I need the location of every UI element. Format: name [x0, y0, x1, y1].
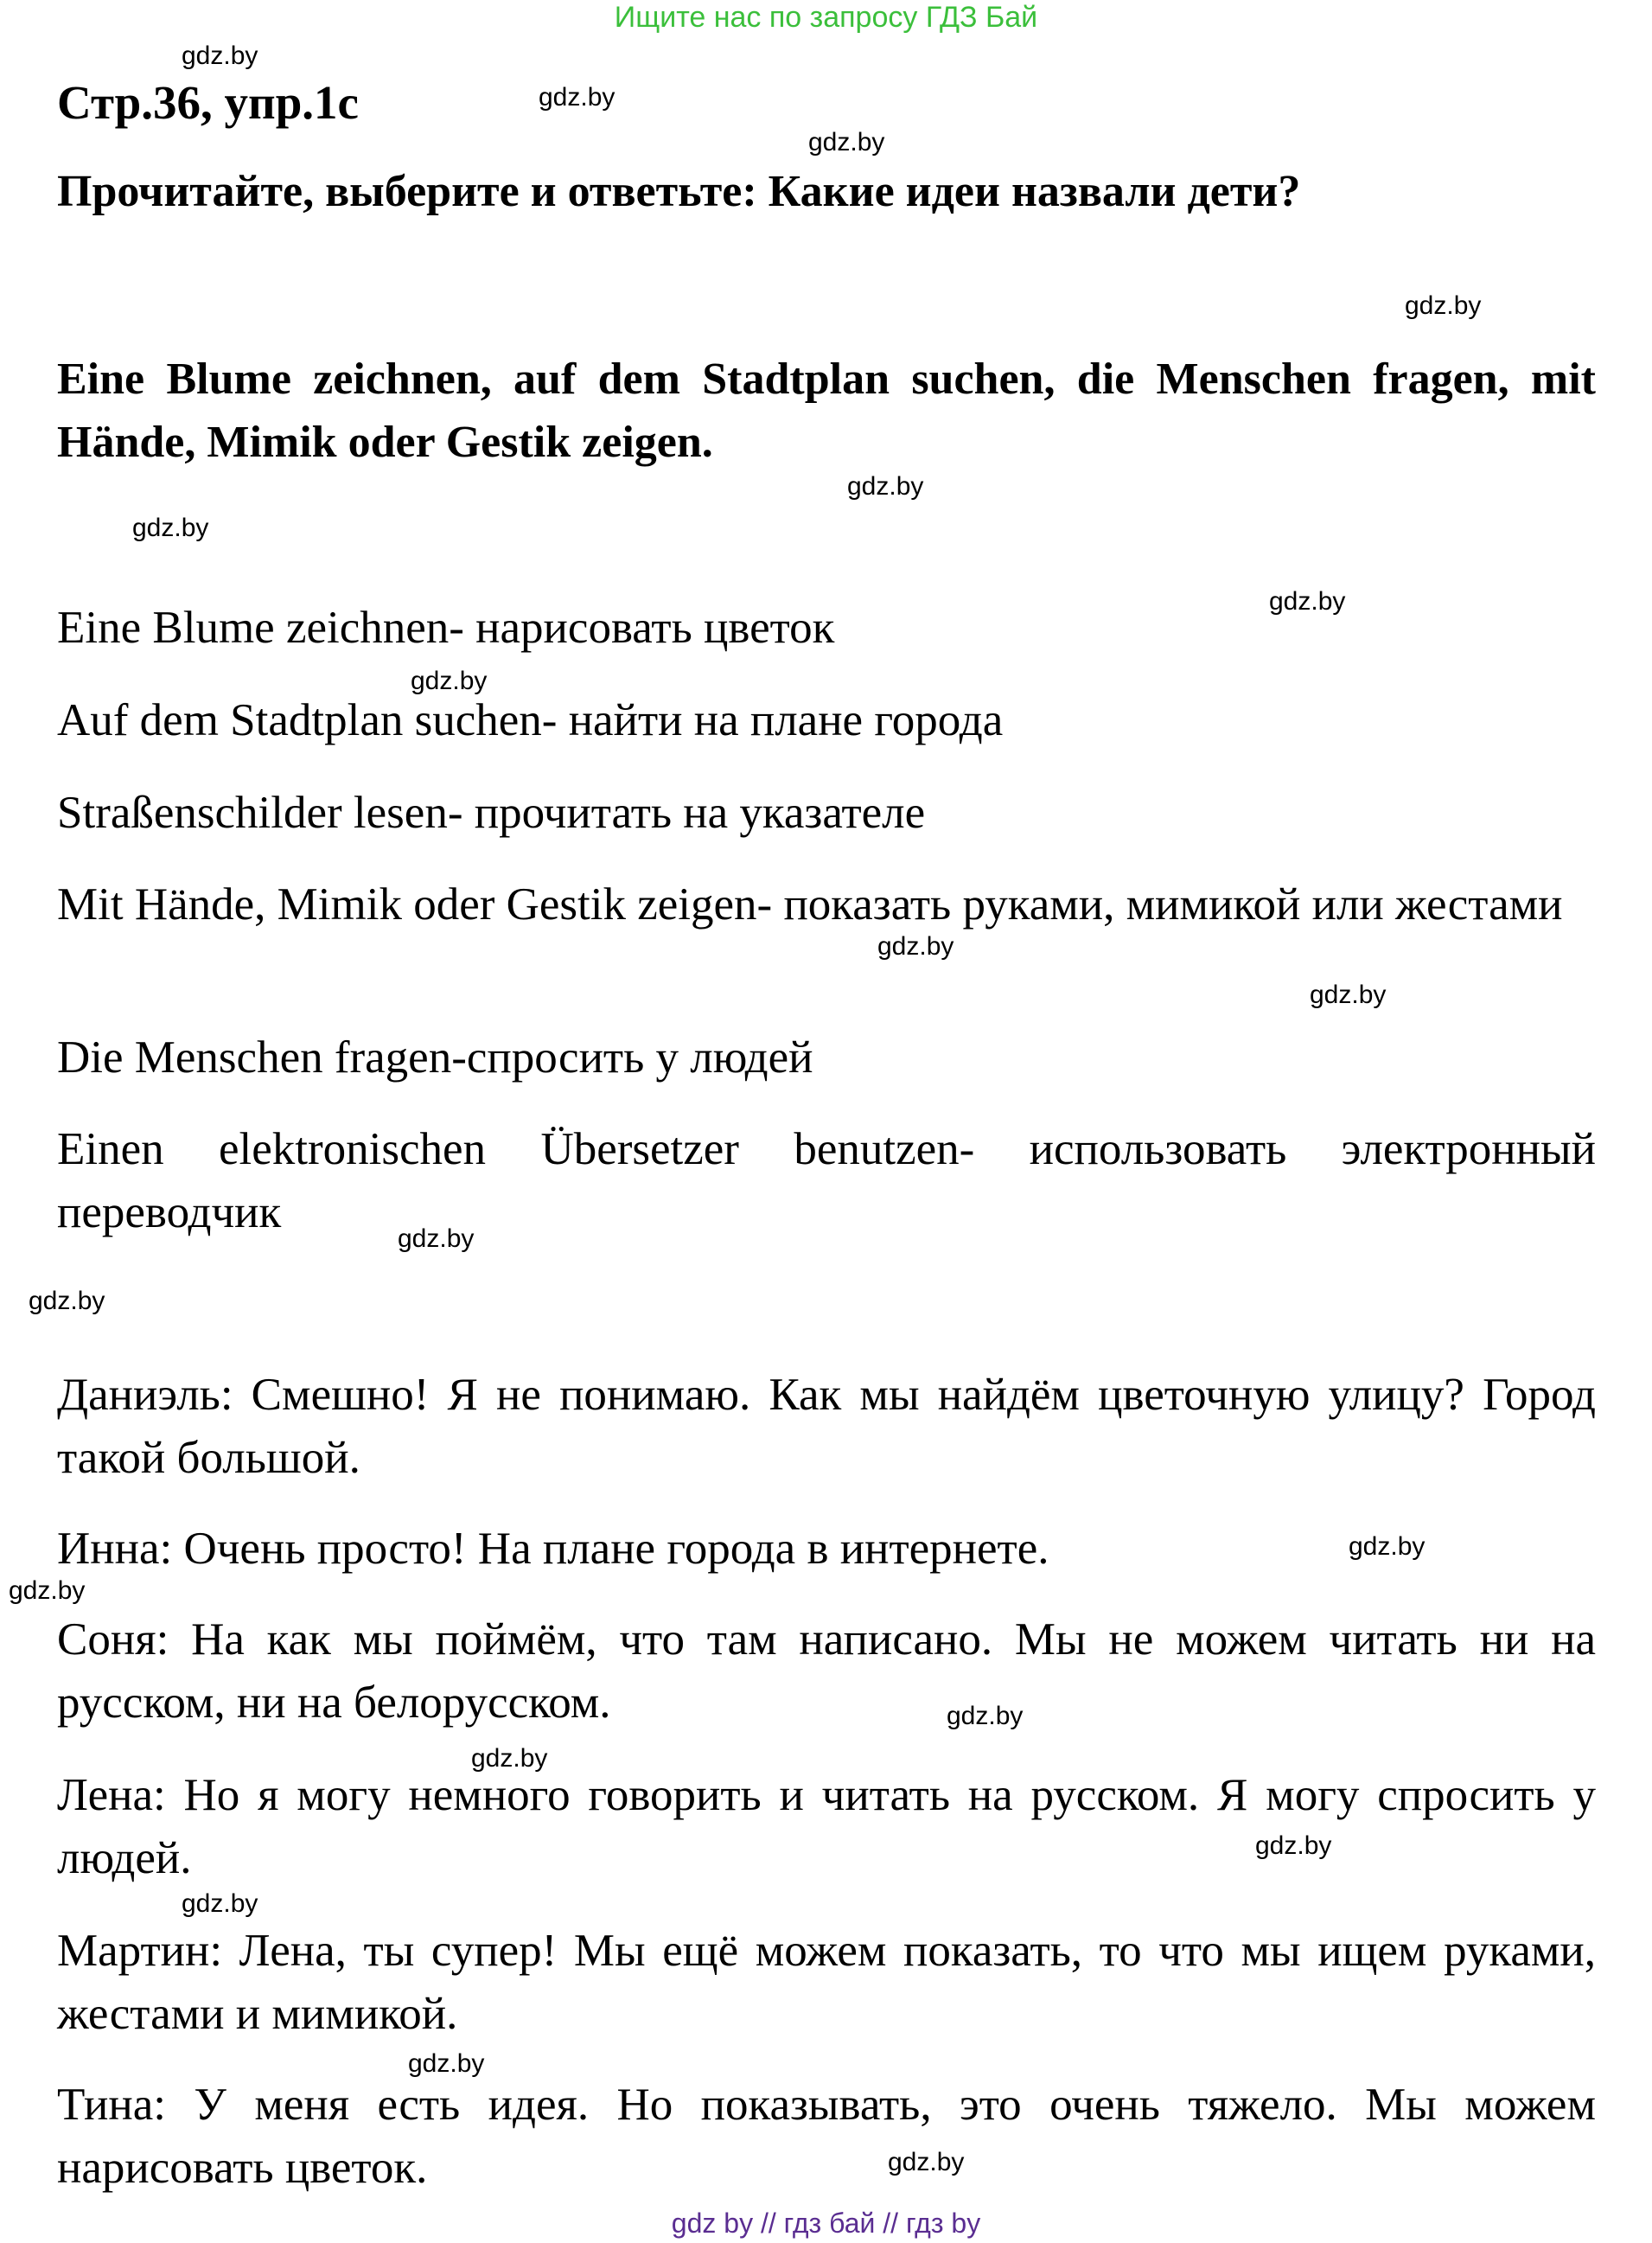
watermark: gdz.by	[947, 1702, 1024, 1730]
dialogue-line: Соня: На как мы поймём, что там написано. Мы не можем читать ни на русском, ни на белорусском.	[57, 1614, 1596, 1728]
watermark: gdz.by	[539, 83, 616, 112]
dialogue-line: Мартин: Лена, ты супер! Мы ещё можем показать, то что мы ищем руками, жестами и мимикой.	[57, 1926, 1596, 2039]
search-banner: Ищите нас по запросу ГДЗ Бай	[614, 1, 1038, 34]
watermark: gdz.by	[182, 42, 258, 70]
dialogue-line: Лена: Но я могу немного говорить и читать на русском. Я могу спросить у людей.	[57, 1770, 1596, 1883]
watermark: gdz.by	[398, 1224, 475, 1253]
vocab-item: Auf dem Stadtplan suchen- найти на плане города	[57, 695, 1004, 745]
vocab-item: Eine Blume zeichnen- нарисовать цветок	[57, 603, 835, 653]
task-question: Прочитайте, выберите и ответьте: Какие идеи назвали дети?	[57, 167, 1301, 216]
watermark: gdz.by	[877, 932, 954, 961]
watermark: gdz.by	[1405, 291, 1482, 320]
watermark: gdz.by	[182, 1889, 258, 1918]
watermark: gdz.by	[471, 1744, 548, 1773]
dialogue-line: Даниэль: Смешно! Я не понимаю. Как мы найдём цветочную улицу? Город такой большой.	[57, 1370, 1596, 1483]
watermark: gdz.by	[1349, 1532, 1426, 1561]
watermark: gdz.by	[9, 1576, 86, 1605]
watermark: gdz.by	[1310, 981, 1387, 1009]
page-title: Стр.36, упр.1с	[57, 76, 359, 129]
answer-text: Eine Blume zeichnen, auf dem Stadtplan suchen, die Menschen fragen, mit Hände, Mimik oder Gestik zeigen.	[57, 355, 1596, 467]
footer-links: gdz by // гдз бай // гдз by	[671, 2208, 981, 2239]
dialogue-line: Тина: У меня есть идея. Но показывать, это очень тяжело. Мы можем нарисовать цветок.	[57, 2080, 1596, 2193]
vocab-item: Die Menschen fragen-спросить у людей	[57, 1032, 813, 1083]
dialogue-line: Инна: Очень просто! На плане города в интернете.	[57, 1524, 1049, 1574]
watermark: gdz.by	[29, 1287, 105, 1315]
vocab-item: Einen elektronischen Übersetzer benutzen- использовать электронный переводчик	[57, 1124, 1596, 1237]
watermark: gdz.by	[1255, 1831, 1332, 1860]
watermark: gdz.by	[1269, 587, 1346, 616]
vocab-item: Straßenschilder lesen- прочитать на указателе	[57, 788, 926, 838]
watermark: gdz.by	[888, 2148, 965, 2176]
watermark: gdz.by	[808, 128, 885, 157]
vocab-item: Mit Hände, Mimik oder Gestik zeigen- показать руками, мимикой или жестами	[57, 879, 1563, 930]
watermark: gdz.by	[132, 514, 209, 542]
watermark: gdz.by	[411, 667, 488, 695]
watermark: gdz.by	[847, 472, 924, 501]
watermark: gdz.by	[408, 2049, 485, 2078]
